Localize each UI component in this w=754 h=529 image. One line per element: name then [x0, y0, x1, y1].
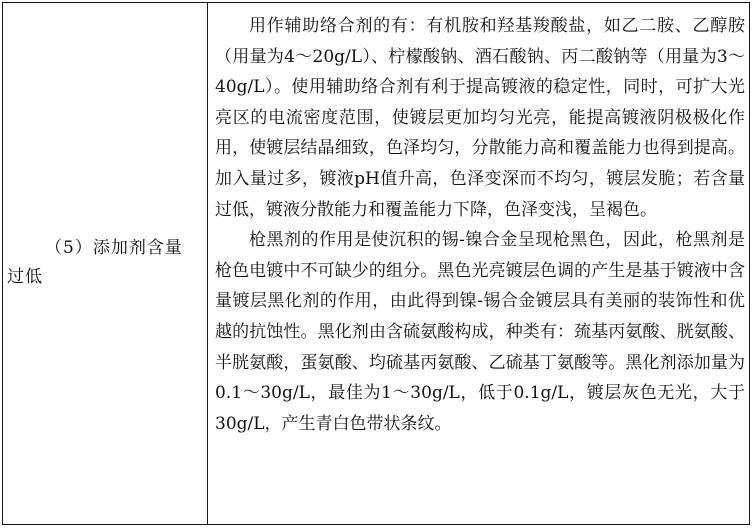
content-table — [2, 2, 750, 525]
row-description-cell — [215, 11, 745, 439]
gun-black-agent-paragraph: 枪黑剂的作用是使沉积的锡-镍合金呈现枪黑色，因此，枪黑剂是枪色电镀中不可缺少的组分。黑色光亮镀层色调的产生是基于镀液中含量镀层黑化剂的作用，由此得到镍-锡合金镀层具有美丽的装饰性和优越的抗蚀性。黑化剂由含硫氨酸构成，种类有：巯基丙氨酸、胱氨酸、半胱氨酸，蛋氨酸、均硫基丙氨酸、乙硫基丁氨酸等。黑化剂添加量为0.1～30g/L，最佳为1～30g/L，低于0.1g/L，镀层灰色无光，大于30g/L，产生青白色带状条纹。 — [215, 230, 745, 434]
row-label-line1: （5）添加剂含量 — [45, 238, 183, 258]
auxiliary-complexing-agent-paragraph: 用作辅助络合剂的有：有机胺和羟基羧酸盐，如乙二胺、乙醇胺（用量为4～20g/L）、柠檬酸钠、酒石酸钠、丙二酸钠等（用量为3～40g/L）。使用辅助络合剂有利于提高镀液的稳定性，同时，可扩大光亮区的电流密度范围，使镀层更加均匀光亮，能提高镀液阴极极化作用，使镀层结晶细致，色泽均匀，分散能力高和覆盖能力也得到提高。加入量过多，镀液pH值升高，色泽变深而不均匀，镀层发脆；若含量过低，镀液分散能力和覆盖能力下降，色泽变浅，呈褐色。 — [215, 16, 745, 220]
row-label-line2: 过低 — [7, 267, 43, 287]
row-label-cell — [7, 234, 201, 292]
column-divider — [207, 3, 208, 524]
